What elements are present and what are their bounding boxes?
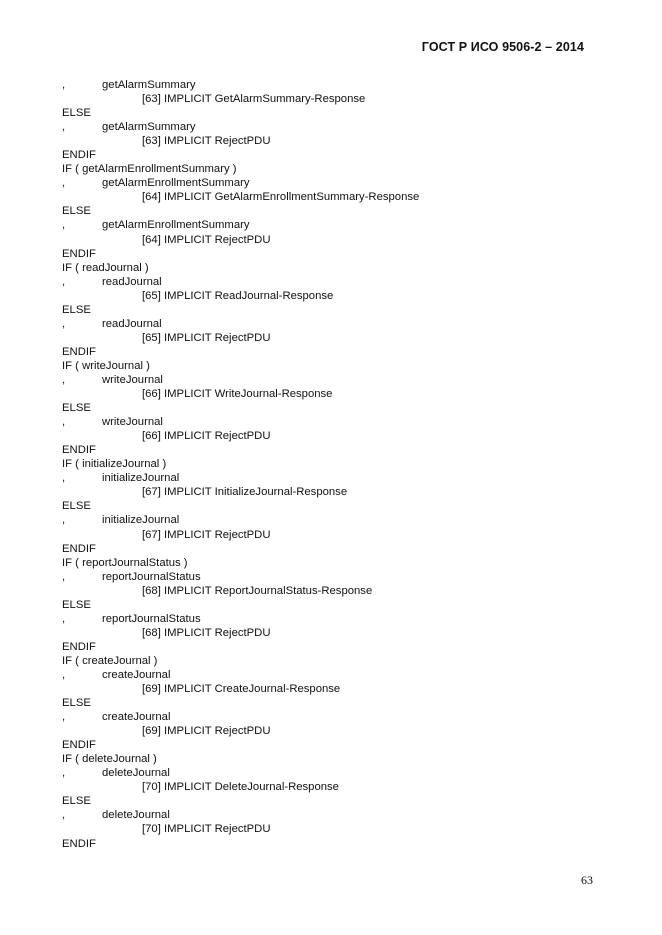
code-line-text: IF ( readJournal ) — [62, 261, 149, 274]
code-line-text: ELSE — [62, 402, 91, 415]
code-line-text: [67] IMPLICIT InitializeJournal-Response — [142, 486, 348, 499]
code-line-text: ELSE — [62, 205, 91, 218]
code-line-text: IF ( reportJournalStatus ) — [62, 556, 188, 569]
code-line-text: deleteJournal — [102, 809, 170, 822]
code-line-text: createJournal — [102, 668, 171, 681]
code-line-text: ELSE — [62, 500, 91, 513]
code-line-text: IF ( initializeJournal ) — [62, 458, 167, 471]
code-line-text: ELSE — [62, 697, 91, 710]
code-line-text: getAlarmEnrollmentSummary — [102, 219, 250, 232]
code-line-text: ENDIF — [62, 149, 96, 162]
code-line-text: IF ( createJournal ) — [62, 654, 158, 667]
code-line-separator: , — [62, 317, 66, 330]
code-line-text: IF ( deleteJournal ) — [62, 753, 157, 766]
code-line-text: ENDIF — [62, 542, 96, 555]
code-line-text: deleteJournal — [102, 767, 170, 780]
code-line-text: [65] IMPLICIT RejectPDU — [142, 331, 271, 344]
code-line-text: [69] IMPLICIT CreateJournal-Response — [142, 683, 341, 696]
code-line-text: [66] IMPLICIT RejectPDU — [142, 430, 271, 443]
code-line-text: ENDIF — [62, 837, 96, 850]
code-line-text: [65] IMPLICIT ReadJournal-Response — [142, 289, 334, 302]
code-line-text: readJournal — [102, 275, 162, 288]
document-header: ГОСТ Р ИСО 9506-2 – 2014 — [421, 40, 584, 54]
code-line-text: [66] IMPLICIT WriteJournal-Response — [142, 388, 333, 401]
code-line-separator: , — [62, 514, 66, 527]
code-line-separator: , — [62, 472, 66, 485]
code-line-text: ENDIF — [62, 345, 96, 358]
code-line-text: ELSE — [62, 598, 91, 611]
code-line-text: [70] IMPLICIT RejectPDU — [142, 823, 271, 836]
code-line-text: ELSE — [62, 107, 91, 120]
code-line-separator: , — [62, 79, 66, 91]
code-line-text: [64] IMPLICIT GetAlarmEnrollmentSummary-Response — [142, 191, 420, 204]
code-line-text: reportJournalStatus — [102, 612, 201, 625]
code-line-separator: , — [62, 219, 66, 232]
code-line-text: [68] IMPLICIT ReportJournalStatus-Response — [142, 584, 373, 597]
code-line-separator: , — [62, 570, 66, 583]
code-line-text: [68] IMPLICIT RejectPDU — [142, 626, 271, 639]
code-line-text: readJournal — [102, 317, 162, 330]
code-line-separator: , — [62, 668, 66, 681]
code-line-separator: , — [62, 711, 66, 724]
code-line-separator: , — [62, 373, 66, 386]
code-line-text: writeJournal — [102, 373, 163, 386]
code-line-text: getAlarmSummary — [102, 121, 196, 134]
code-line-text: [64] IMPLICIT RejectPDU — [142, 233, 271, 246]
code-line-text: [63] IMPLICIT RejectPDU — [142, 135, 271, 148]
code-line-separator: , — [62, 416, 66, 429]
code-line-separator: , — [62, 809, 66, 822]
page-number: 63 — [581, 873, 593, 887]
code-line-text: [70] IMPLICIT DeleteJournal-Response — [142, 781, 339, 794]
code-line-text: IF ( getAlarmEnrollmentSummary ) — [62, 163, 237, 176]
code-line-text: [67] IMPLICIT RejectPDU — [142, 528, 271, 541]
code-line-text: writeJournal — [102, 416, 163, 429]
code-line-text: initializeJournal — [102, 514, 180, 527]
code-line-text: ENDIF — [62, 739, 96, 752]
code-line-text: ELSE — [62, 795, 91, 808]
code-line-separator: , — [62, 767, 66, 780]
code-line-text: getAlarmSummary — [102, 79, 196, 91]
code-line-text: ENDIF — [62, 444, 96, 457]
code-line-separator: , — [62, 177, 66, 190]
code-line-text: IF ( writeJournal ) — [62, 359, 150, 372]
code-line-text: createJournal — [102, 711, 171, 724]
code-line-text: initializeJournal — [102, 472, 180, 485]
code-line-separator: , — [62, 121, 66, 134]
code-line-text: [69] IMPLICIT RejectPDU — [142, 725, 271, 738]
code-line-separator: , — [62, 612, 66, 625]
code-line-text: ENDIF — [62, 640, 96, 653]
code-line-separator: , — [62, 275, 66, 288]
code-line-text: ELSE — [62, 303, 91, 316]
code-line-text: ENDIF — [62, 247, 96, 260]
code-line-text: reportJournalStatus — [102, 570, 201, 583]
code-line-text: getAlarmEnrollmentSummary — [102, 177, 250, 190]
code-line-text: [63] IMPLICIT GetAlarmSummary-Response — [142, 93, 366, 106]
